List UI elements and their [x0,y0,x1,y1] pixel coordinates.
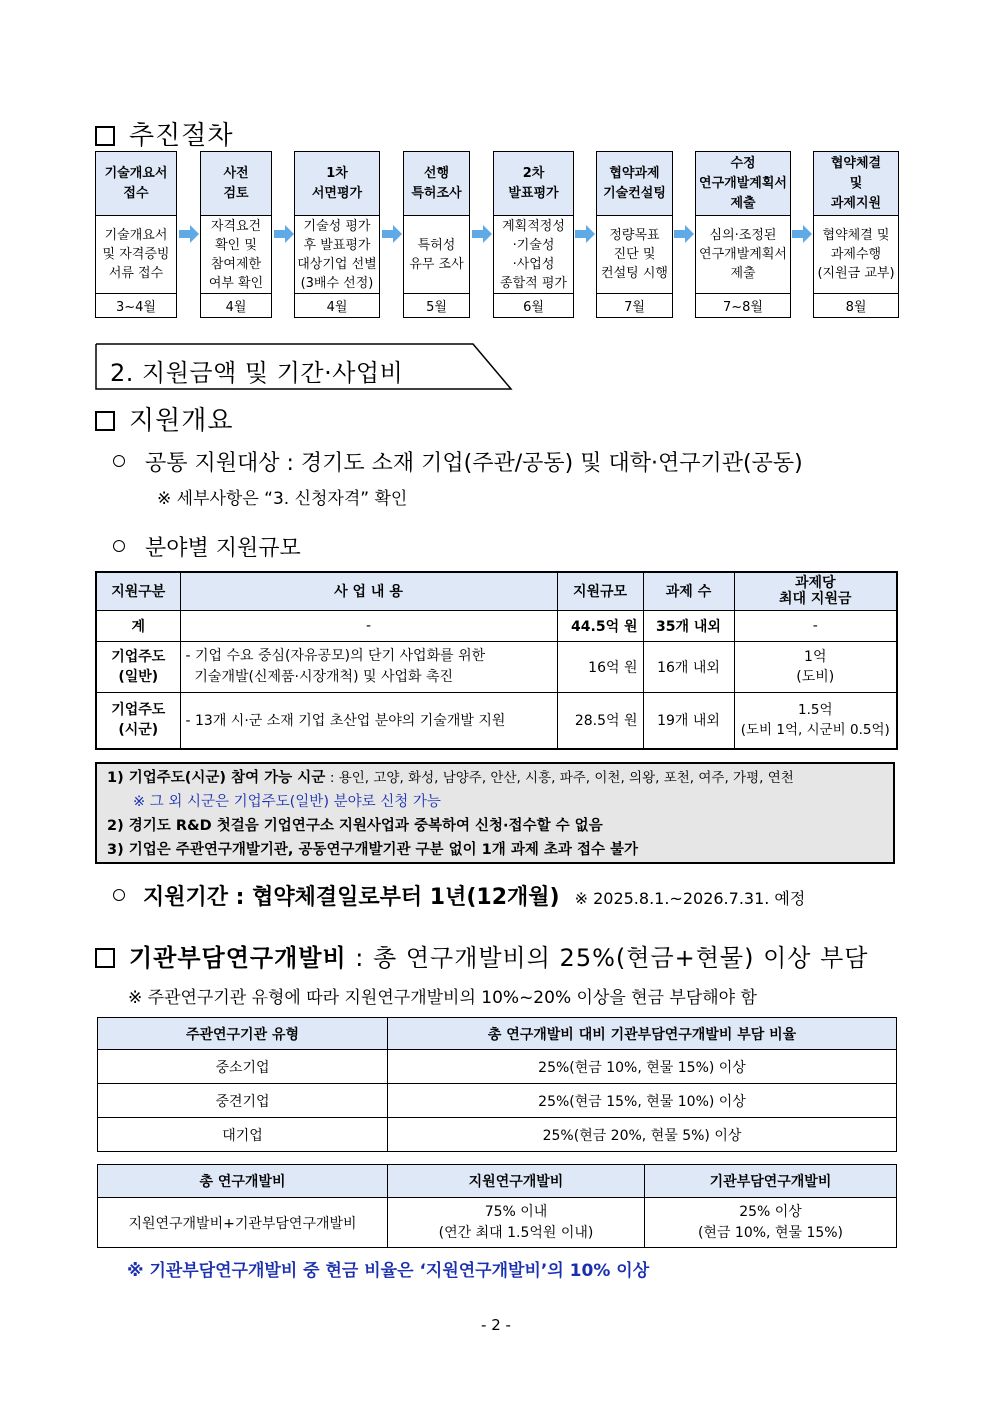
table-row [96,641,897,692]
table-row [98,1050,897,1084]
col-header: 주관연구기관 유형 [98,1018,388,1050]
procedure-step [493,151,574,318]
step-title: 기술개요서 접수 [96,152,176,216]
step-month: 8월 [845,300,867,315]
step-month: 3~4월 [116,300,156,315]
cell-count: 35개 내외 [643,610,734,641]
note-1: 1) 기업주도(시군) 참여 가능 시군 : 용인, 고양, 화성, 남양주, 안산, 시흥, 파주, 이천, 의왕, 포천, 여주, 가평, 연천 [107,770,794,786]
burden-note: ※ 주관연구기관 유형에 따라 지원연구개발비의 10%~20% 이상을 현금 부담해야 함 [128,988,757,1008]
arrow-right-icon [471,224,493,244]
square-bullet-icon [95,411,115,431]
circle-bullet-icon [113,889,125,901]
procedure-step [200,151,272,318]
step-desc: 기술성 평가 후 발표평가 대상기업 선별 (3배수 선정) [295,216,379,294]
square-bullet-icon [95,126,115,146]
cell-content: - 13개 시·군 소재 기업 초산업 분야의 기술개발 지원 [180,692,557,749]
col-header: 지원구분 [96,572,180,610]
step-month: 6월 [523,300,544,315]
cell-amount: 16억 원 [557,641,643,692]
target-note: ※ 세부사항은 “3. 신청자격” 확인 [157,489,408,509]
step-title: 선행 특허조사 [404,152,469,216]
col-header: 과제당 최대 지원금 [734,572,897,610]
note-2: 2) 경기도 R&D 첫걸음 기업연구소 지원사업과 중복하여 신청·접수할 수 없음 [107,818,603,834]
col-header: 총 연구개발비 [98,1165,388,1198]
table-row [96,692,897,749]
cell-ratio: 25%(현금 20%, 현물 5%) 이상 [388,1118,897,1152]
step-title: 협약과제 기술컨설팅 [597,152,672,216]
page-number: - 2 - [481,1316,511,1334]
step-month: 4월 [326,300,348,315]
cell-support: 75% 이내 (연간 최대 1.5억원 이내) [388,1198,645,1248]
cell-content: - [180,610,557,641]
circle-bullet-icon [113,455,125,467]
cell-max: - [734,610,897,641]
procedure-step [813,151,899,318]
arrow-right-icon [791,224,813,244]
step-desc: 자격요건 확인 및 참여제한 여부 확인 [201,216,271,294]
cell-count: 16개 내외 [643,641,734,692]
arrow-right-icon [381,224,403,244]
circle-bullet-icon [113,540,125,552]
notes-box [95,762,895,864]
col-header: 과제 수 [643,572,734,610]
step-month: 5월 [426,300,447,315]
col-header: 지원규모 [557,572,643,610]
col-header: 총 연구개발비 대비 기관부담연구개발비 부담 비율 [388,1018,897,1050]
section-2-title: 2. 지원금액 및 기간·사업비 [95,343,515,391]
step-month: 4월 [225,300,247,315]
step-desc: 협약체결 및 과제수행 (지원금 교부) [814,216,898,294]
arrow-right-icon [273,224,295,244]
cell-amount: 44.5억 원 [557,610,643,641]
overview-heading: 지원개요 [95,400,233,437]
step-desc: 기술개요서 및 자격증빙 서류 접수 [96,216,176,294]
scale-heading: 분야별 지원규모 [113,531,301,562]
arrow-right-icon [574,224,596,244]
table-row [98,1198,897,1248]
step-title: 1차 서면평가 [295,152,379,216]
procedure-step [95,151,177,318]
note-1-sub: ※ 그 외 시군은 기업주도(일반) 분야로 신청 가능 [133,794,441,810]
cell-type: 중소기업 [98,1050,388,1084]
square-bullet-icon [95,948,115,968]
table-row [96,610,897,641]
procedure-step [403,151,470,318]
cell-type: 대기업 [98,1118,388,1152]
cash-ratio-note: ※ 기관부담연구개발비 중 현금 비율은 ‘지원연구개발비’의 10% 이상 [127,1261,650,1281]
cell-type: 중견기업 [98,1084,388,1118]
burden-ratio-table [97,1017,897,1152]
target-line: 공통 지원대상 : 경기도 소재 기업(주관/공동) 및 대학·연구기관(공동) [113,446,803,477]
cell-max: 1.5억 (도비 1억, 시군비 0.5억) [734,692,897,749]
arrow-right-icon [673,224,695,244]
step-desc: 특허성 유무 조사 [404,216,469,294]
step-desc: 정량목표 진단 및 컨설팅 시행 [597,216,672,294]
cell-count: 19개 내외 [643,692,734,749]
col-header: 기관부담연구개발비 [645,1165,897,1198]
step-month: 7~8월 [723,300,763,315]
cell-amount: 28.5억 원 [557,692,643,749]
rd-cost-table [97,1164,897,1248]
note-3: 3) 기업은 주관연구개발기관, 공동연구개발기관 구분 없이 1개 과제 초과 접수 불가 [107,842,639,858]
cell-max: 1억 (도비) [734,641,897,692]
table-row [98,1118,897,1152]
procedure-step [596,151,673,318]
col-header: 사 업 내 용 [180,572,557,610]
col-header: 지원연구개발비 [388,1165,645,1198]
cell-ratio: 25%(현금 10%, 현물 15%) 이상 [388,1050,897,1084]
cell-total: 지원연구개발비+기관부담연구개발비 [98,1198,388,1248]
step-title: 사전 검토 [201,152,271,216]
cell-category: 계 [96,610,180,641]
step-title: 협약체결 및 과제지원 [814,152,898,216]
step-title: 수정 연구개발계획서 제출 [696,152,790,216]
procedure-step [695,151,791,318]
procedure-heading: 추진절차 [95,115,233,152]
support-scale-table [95,571,898,750]
step-month: 7월 [624,300,645,315]
cell-burden: 25% 이상 (현금 10%, 현물 15%) [645,1198,897,1248]
period-line: 지원기간 : 협약체결일로부터 1년(12개월) ※ 2025.8.1.~2026.7.31. 예정 [113,880,805,911]
step-desc: 계획적정성 ·기술성 ·사업성 종합적 평가 [494,216,573,294]
table-row [98,1084,897,1118]
step-title: 2차 발표평가 [494,152,573,216]
arrow-right-icon [178,224,200,244]
cell-category: 기업주도 (시군) [96,692,180,749]
procedure-step [294,151,380,318]
cell-ratio: 25%(현금 15%, 현물 10%) 이상 [388,1084,897,1118]
burden-heading: 기관부담연구개발비 : 총 연구개발비의 25%(현금+현물) 이상 부담 [95,938,868,973]
cell-content: - 기업 수요 중심(자유공모)의 단기 사업화를 위한 기술개발(신제품·시장개척) 및 사업화 촉진 [180,641,557,692]
cell-category: 기업주도 (일반) [96,641,180,692]
step-desc: 심의·조정된 연구개발계획서 제출 [696,216,790,294]
